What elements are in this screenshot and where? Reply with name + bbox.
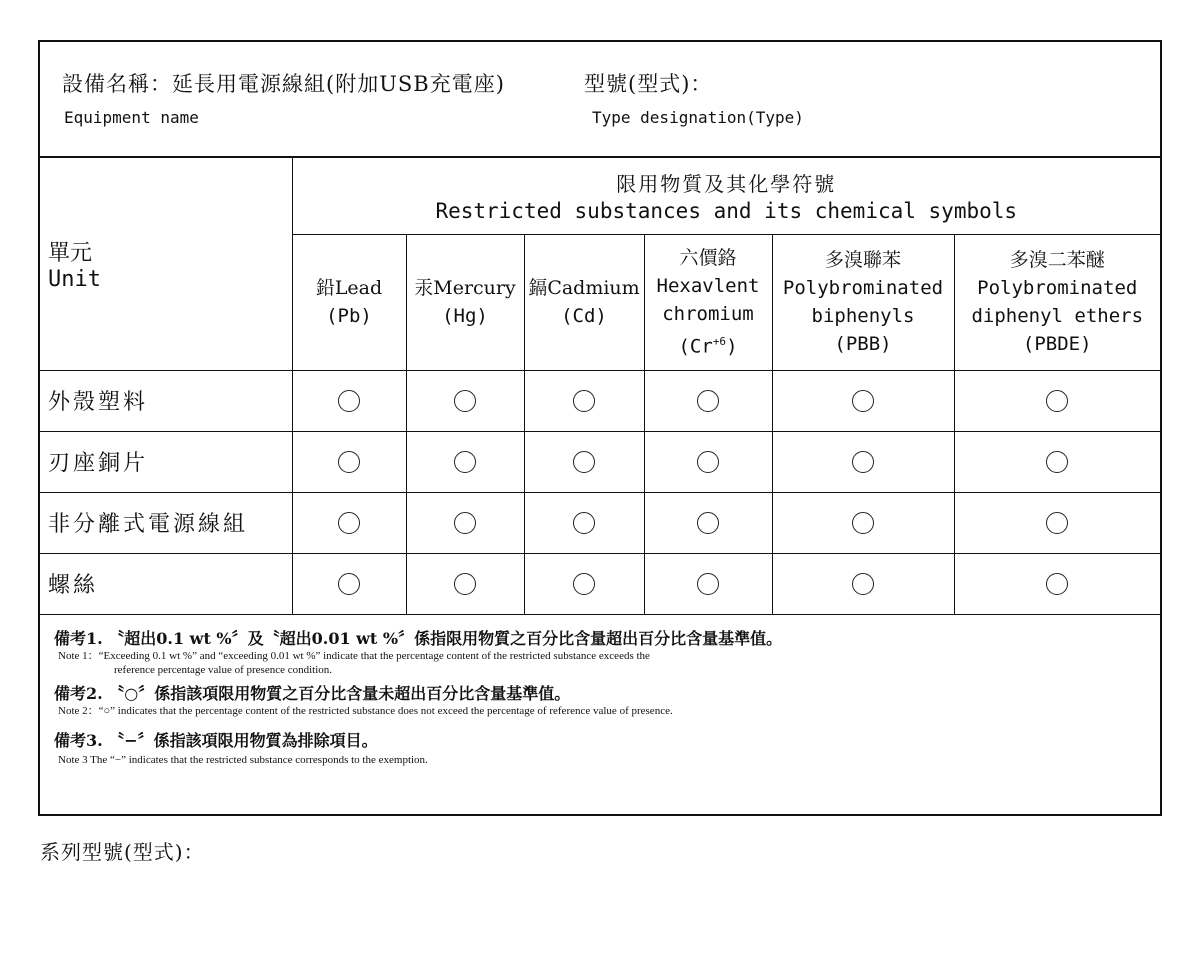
note-1-en-continued: reference percentage value of presence condition.: [114, 664, 333, 676]
circle-mark-icon: [454, 451, 476, 473]
substance-mark-cell: [292, 492, 406, 553]
circle-mark-icon: [573, 512, 595, 534]
circle-mark-icon: [338, 512, 360, 534]
circle-mark-icon: [454, 390, 476, 412]
unit-name: 刃座銅片: [40, 431, 292, 492]
substance-name: 鎘Cadmium: [528, 277, 640, 299]
note-2-zh: 備考2. 〝○〞係指該項限用物質之百分比含量未超出百分比含量基準值。: [54, 684, 571, 703]
substance-mark-cell: [772, 492, 954, 553]
substance-mark-cell: [292, 370, 406, 431]
substance-mark-cell: [954, 431, 1160, 492]
substance-mark-cell: [292, 431, 406, 492]
substance-mark-cell: [644, 492, 772, 553]
circle-mark-icon: [338, 390, 360, 412]
unit-label-zh: 單元: [48, 240, 93, 266]
substance-symbol: (Pb): [326, 305, 372, 327]
substance-name-en-2: chromium: [662, 302, 754, 325]
unit-name: 非分離式電源線組: [40, 492, 292, 553]
series-model-label: 系列型號(型式)：: [40, 840, 205, 864]
notes-section: [40, 614, 1160, 779]
note-1-en: Note 1：“Exceeding 0.1 wt %” and “exceeding 0.01 wt %” indicate that the percentage content of the restricted substance exceeds the: [58, 650, 650, 662]
substance-mark-cell: [954, 553, 1160, 614]
equipment-name-label-en: Equipment name: [64, 108, 199, 127]
substance-mark-cell: [524, 553, 644, 614]
circle-mark-icon: [852, 573, 874, 595]
circle-mark-icon: [852, 451, 874, 473]
rohs-declaration-sheet: [38, 40, 1162, 816]
circle-mark-icon: [697, 390, 719, 412]
substance-pbde: [954, 234, 1160, 370]
note-1-zh: 備考1. 〝超出0.1 wt %〞及〝超出0.01 wt %〞係指限用物質之百分比含量超出百分比含量基準值。: [54, 629, 783, 648]
note-2-en: Note 2：“○” indicates that the percentage content of the restricted substance does not exceed the percentage of reference value of presence.: [58, 705, 673, 717]
substance-symbol-close: ): [726, 335, 738, 358]
circle-mark-icon: [573, 451, 595, 473]
substance-mark-cell: [954, 492, 1160, 553]
substance-symbol-superscript: +6: [712, 334, 727, 348]
substance-mark-cell: [406, 492, 524, 553]
circle-mark-icon: [852, 512, 874, 534]
substance-symbol: (Cr: [678, 335, 713, 358]
table-row: [40, 553, 1160, 614]
substance-lead: [292, 234, 406, 370]
substance-symbol: (PBDE): [1022, 333, 1092, 355]
substance-mark-cell: [954, 370, 1160, 431]
substance-name-en: Polybrominated: [782, 277, 944, 299]
table-row: [40, 431, 1160, 492]
substance-mark-cell: [644, 431, 772, 492]
substance-name-en-2: diphenyl ethers: [971, 305, 1144, 327]
table-row: [40, 370, 1160, 431]
circle-mark-icon: [1046, 573, 1068, 595]
circle-mark-icon: [454, 512, 476, 534]
circle-mark-icon: [338, 451, 360, 473]
circle-mark-icon: [697, 512, 719, 534]
circle-mark-icon: [697, 451, 719, 473]
circle-mark-icon: [1046, 451, 1068, 473]
circle-mark-icon: [697, 573, 719, 595]
restricted-substances-label-zh: 限用物質及其化學符號: [616, 172, 837, 197]
substance-hexavalent-chromium: [644, 234, 772, 370]
circle-mark-icon: [454, 573, 476, 595]
type-designation-label-en: Type designation(Type): [592, 108, 804, 127]
substance-symbol: (Cd): [561, 305, 607, 327]
substance-mark-cell: [406, 553, 524, 614]
substance-mark-cell: [644, 553, 772, 614]
type-designation-label-zh: 型號(型式)：: [584, 72, 713, 96]
substance-mark-cell: [292, 553, 406, 614]
table-row: [40, 492, 1160, 553]
substance-mark-cell: [772, 370, 954, 431]
substance-name: 鉛Lead: [315, 277, 383, 299]
substance-mark-cell: [406, 370, 524, 431]
equipment-name-label-zh: 設備名稱：延長用電源線組(附加USB充電座): [62, 72, 505, 96]
substance-mark-cell: [772, 431, 954, 492]
circle-mark-icon: [338, 573, 360, 595]
substance-name-zh: 多溴聯苯: [824, 249, 901, 271]
substance-mark-cell: [772, 553, 954, 614]
circle-mark-icon: [1046, 390, 1068, 412]
substance-symbol: (PBB): [834, 333, 892, 355]
substance-name: 汞Mercury: [414, 277, 516, 299]
unit-label-en: Unit: [48, 266, 101, 292]
substance-name-zh: 多溴二苯醚: [1009, 249, 1105, 271]
substance-mark-cell: [406, 431, 524, 492]
substance-mark-cell: [524, 370, 644, 431]
unit-name: 外殼塑料: [40, 370, 292, 431]
note-3-zh: 備考3. 〝−〞係指該項限用物質為排除項目。: [54, 731, 378, 750]
substance-name-en: Hexavlent: [656, 274, 760, 297]
note-3-en: Note 3 The “−” indicates that the restricted substance corresponds to the exemption.: [58, 754, 428, 766]
restricted-substances-header: [292, 158, 1160, 234]
substance-cadmium: [524, 234, 644, 370]
substance-name-en-2: biphenyls: [811, 305, 915, 327]
circle-mark-icon: [1046, 512, 1068, 534]
substance-mark-cell: [524, 431, 644, 492]
substance-name-en: Polybrominated: [977, 277, 1138, 299]
header-section: [40, 42, 1160, 158]
circle-mark-icon: [573, 573, 595, 595]
substance-pbb: [772, 234, 954, 370]
restricted-substances-table: [40, 158, 1160, 615]
substance-name-zh: 六價鉻: [679, 246, 737, 269]
substance-mark-cell: [644, 370, 772, 431]
circle-mark-icon: [852, 390, 874, 412]
circle-mark-icon: [573, 390, 595, 412]
restricted-substances-label-en: Restricted substances and its chemical symbols: [435, 199, 1018, 224]
unit-name: 螺絲: [40, 553, 292, 614]
unit-header: [40, 158, 292, 370]
substance-mercury: [406, 234, 524, 370]
substance-mark-cell: [524, 492, 644, 553]
substance-symbol: (Hg): [442, 305, 488, 327]
